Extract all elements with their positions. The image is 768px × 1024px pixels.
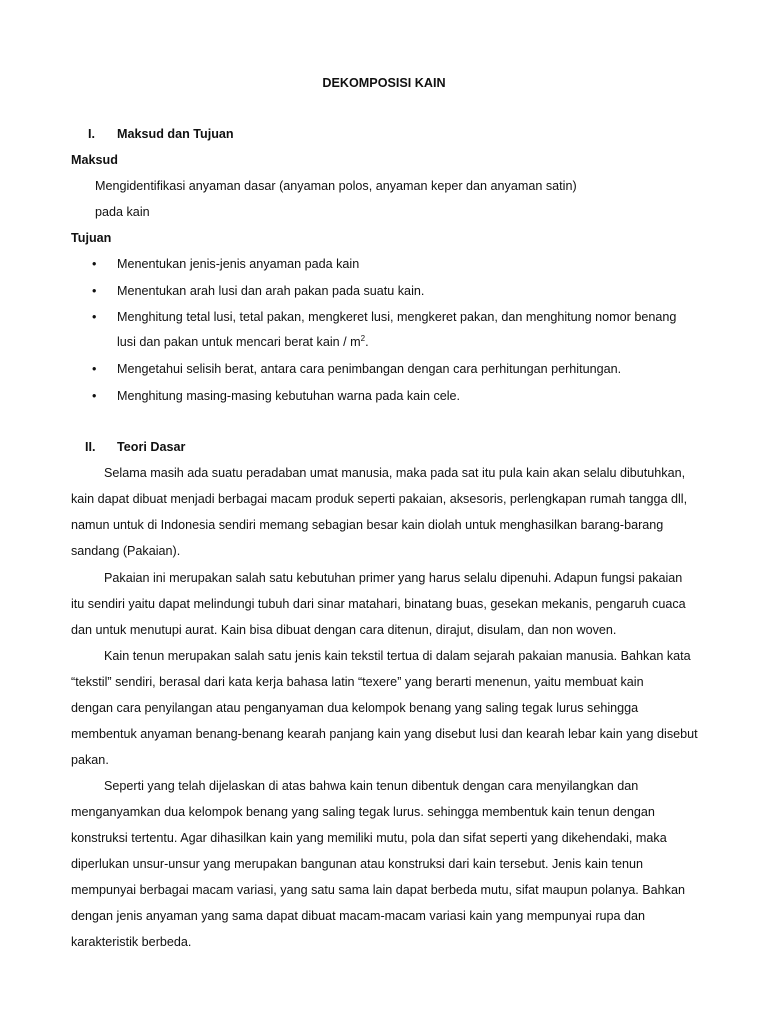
paragraph-line: “tekstil” sendiri, berasal dari kata kerja bahasa latin “texere” yang berarti menenun, yaitu membuat kain xyxy=(71,675,644,689)
tujuan-item-period: . xyxy=(365,335,369,349)
paragraph-line: pakan. xyxy=(71,753,109,767)
tujuan-item: Menentukan arah lusi dan arah pakan pada suatu kain. xyxy=(117,284,425,298)
tujuan-item: Mengetahui selisih berat, antara cara penimbangan dengan cara perhitungan perhitungan. xyxy=(117,362,622,376)
section-1-number: I. xyxy=(88,127,95,141)
paragraph-line: dan untuk menutupi aurat. Kain bisa dibuat dengan cara ditenun, dirajut, disulam, dan non woven. xyxy=(71,623,617,637)
paragraph-line: membentuk anyaman benang-benang kearah panjang kain yang disebut lusi dan kearah lebar kain yang disebut xyxy=(71,727,698,741)
paragraph-line: namun untuk di Indonesia sendiri memang sebagian besar kain diolah untuk menghasilkan barang-barang xyxy=(71,518,664,532)
paragraph-line: mempunyai berbagai macam variasi, yang satu sama lain dapat berbeda mutu, sifat maupun polanya. Bahkan xyxy=(71,883,685,897)
maksud-line: Mengidentifikasi anyaman dasar (anyaman polos, anyaman keper dan anyaman satin) xyxy=(95,179,577,193)
maksud-label: Maksud xyxy=(71,153,118,167)
paragraph-line: karakteristik berbeda. xyxy=(71,935,192,949)
bullet-icon: • xyxy=(92,362,97,376)
maksud-line: pada kain xyxy=(95,205,150,219)
tujuan-label: Tujuan xyxy=(71,231,112,245)
bullet-icon: • xyxy=(92,284,97,298)
tujuan-item: Menghitung masing-masing kebutuhan warna pada kain cele. xyxy=(117,389,461,403)
tujuan-item-text: lusi dan pakan untuk mencari berat kain / m xyxy=(117,335,361,349)
bullet-icon: • xyxy=(92,257,97,271)
tujuan-item: Menghitung tetal lusi, tetal pakan, mengkeret lusi, mengkeret pakan, dan menghitung nomor benang xyxy=(117,310,677,324)
bullet-icon: • xyxy=(92,389,97,403)
paragraph-line: itu sendiri yaitu dapat melindungi tubuh dari sinar matahari, binatang buas, gesekan mekanis, pengaruh cuaca xyxy=(71,597,686,611)
tujuan-item-continued xyxy=(117,334,369,350)
section-2-heading: Teori Dasar xyxy=(117,440,186,454)
paragraph-line: dengan jenis anyaman yang sama dapat dibuat macam-macam variasi kain yang mempunyai rupa dan xyxy=(71,909,646,923)
paragraph-line: diperlukan unsur-unsur yang merupakan bangunan atau konstruksi dari kain tersebut. Jenis kain tenun xyxy=(71,857,643,871)
paragraph-line: konstruksi tertentu. Agar dihasilkan kain yang memiliki mutu, pola dan sifat seperti yang dikehendaki, maka xyxy=(71,831,667,845)
paragraph-line: kain dapat dibuat menjadi berbagai macam produk seperti pakaian, aksesoris, perlengkapan rumah tangga dll, xyxy=(71,492,688,506)
paragraph-line: Seperti yang telah dijelaskan di atas bahwa kain tenun dibentuk dengan cara menyilangkan dan xyxy=(104,779,639,793)
paragraph-line: Selama masih ada suatu peradaban umat manusia, maka pada sat itu pula kain akan selalu dibutuhkan, xyxy=(104,466,686,480)
paragraph-line: Kain tenun merupakan salah satu jenis kain tekstil tertua di dalam sejarah pakaian manusia. Bahkan kata xyxy=(104,649,691,663)
paragraph-line: dengan cara penyilangan atau penganyaman dua kelompok benang yang saling tegak lurus sehingga xyxy=(71,701,639,715)
paragraph-line: Pakaian ini merupakan salah satu kebutuhan primer yang harus selalu dipenuhi. Adapun fungsi pakaian xyxy=(104,571,683,585)
document-title: DEKOMPOSISI KAIN xyxy=(322,76,446,90)
section-2-number: II. xyxy=(85,440,96,454)
paragraph-line: menganyamkan dua kelompok benang yang saling tegak lurus. sehingga membentuk kain tenun dengan xyxy=(71,805,655,819)
bullet-icon: • xyxy=(92,310,97,324)
paragraph-line: sandang (Pakaian). xyxy=(71,544,181,558)
superscript-two: 2 xyxy=(360,333,366,343)
section-1-heading: Maksud dan Tujuan xyxy=(117,127,234,141)
tujuan-item: Menentukan jenis-jenis anyaman pada kain xyxy=(117,257,360,271)
